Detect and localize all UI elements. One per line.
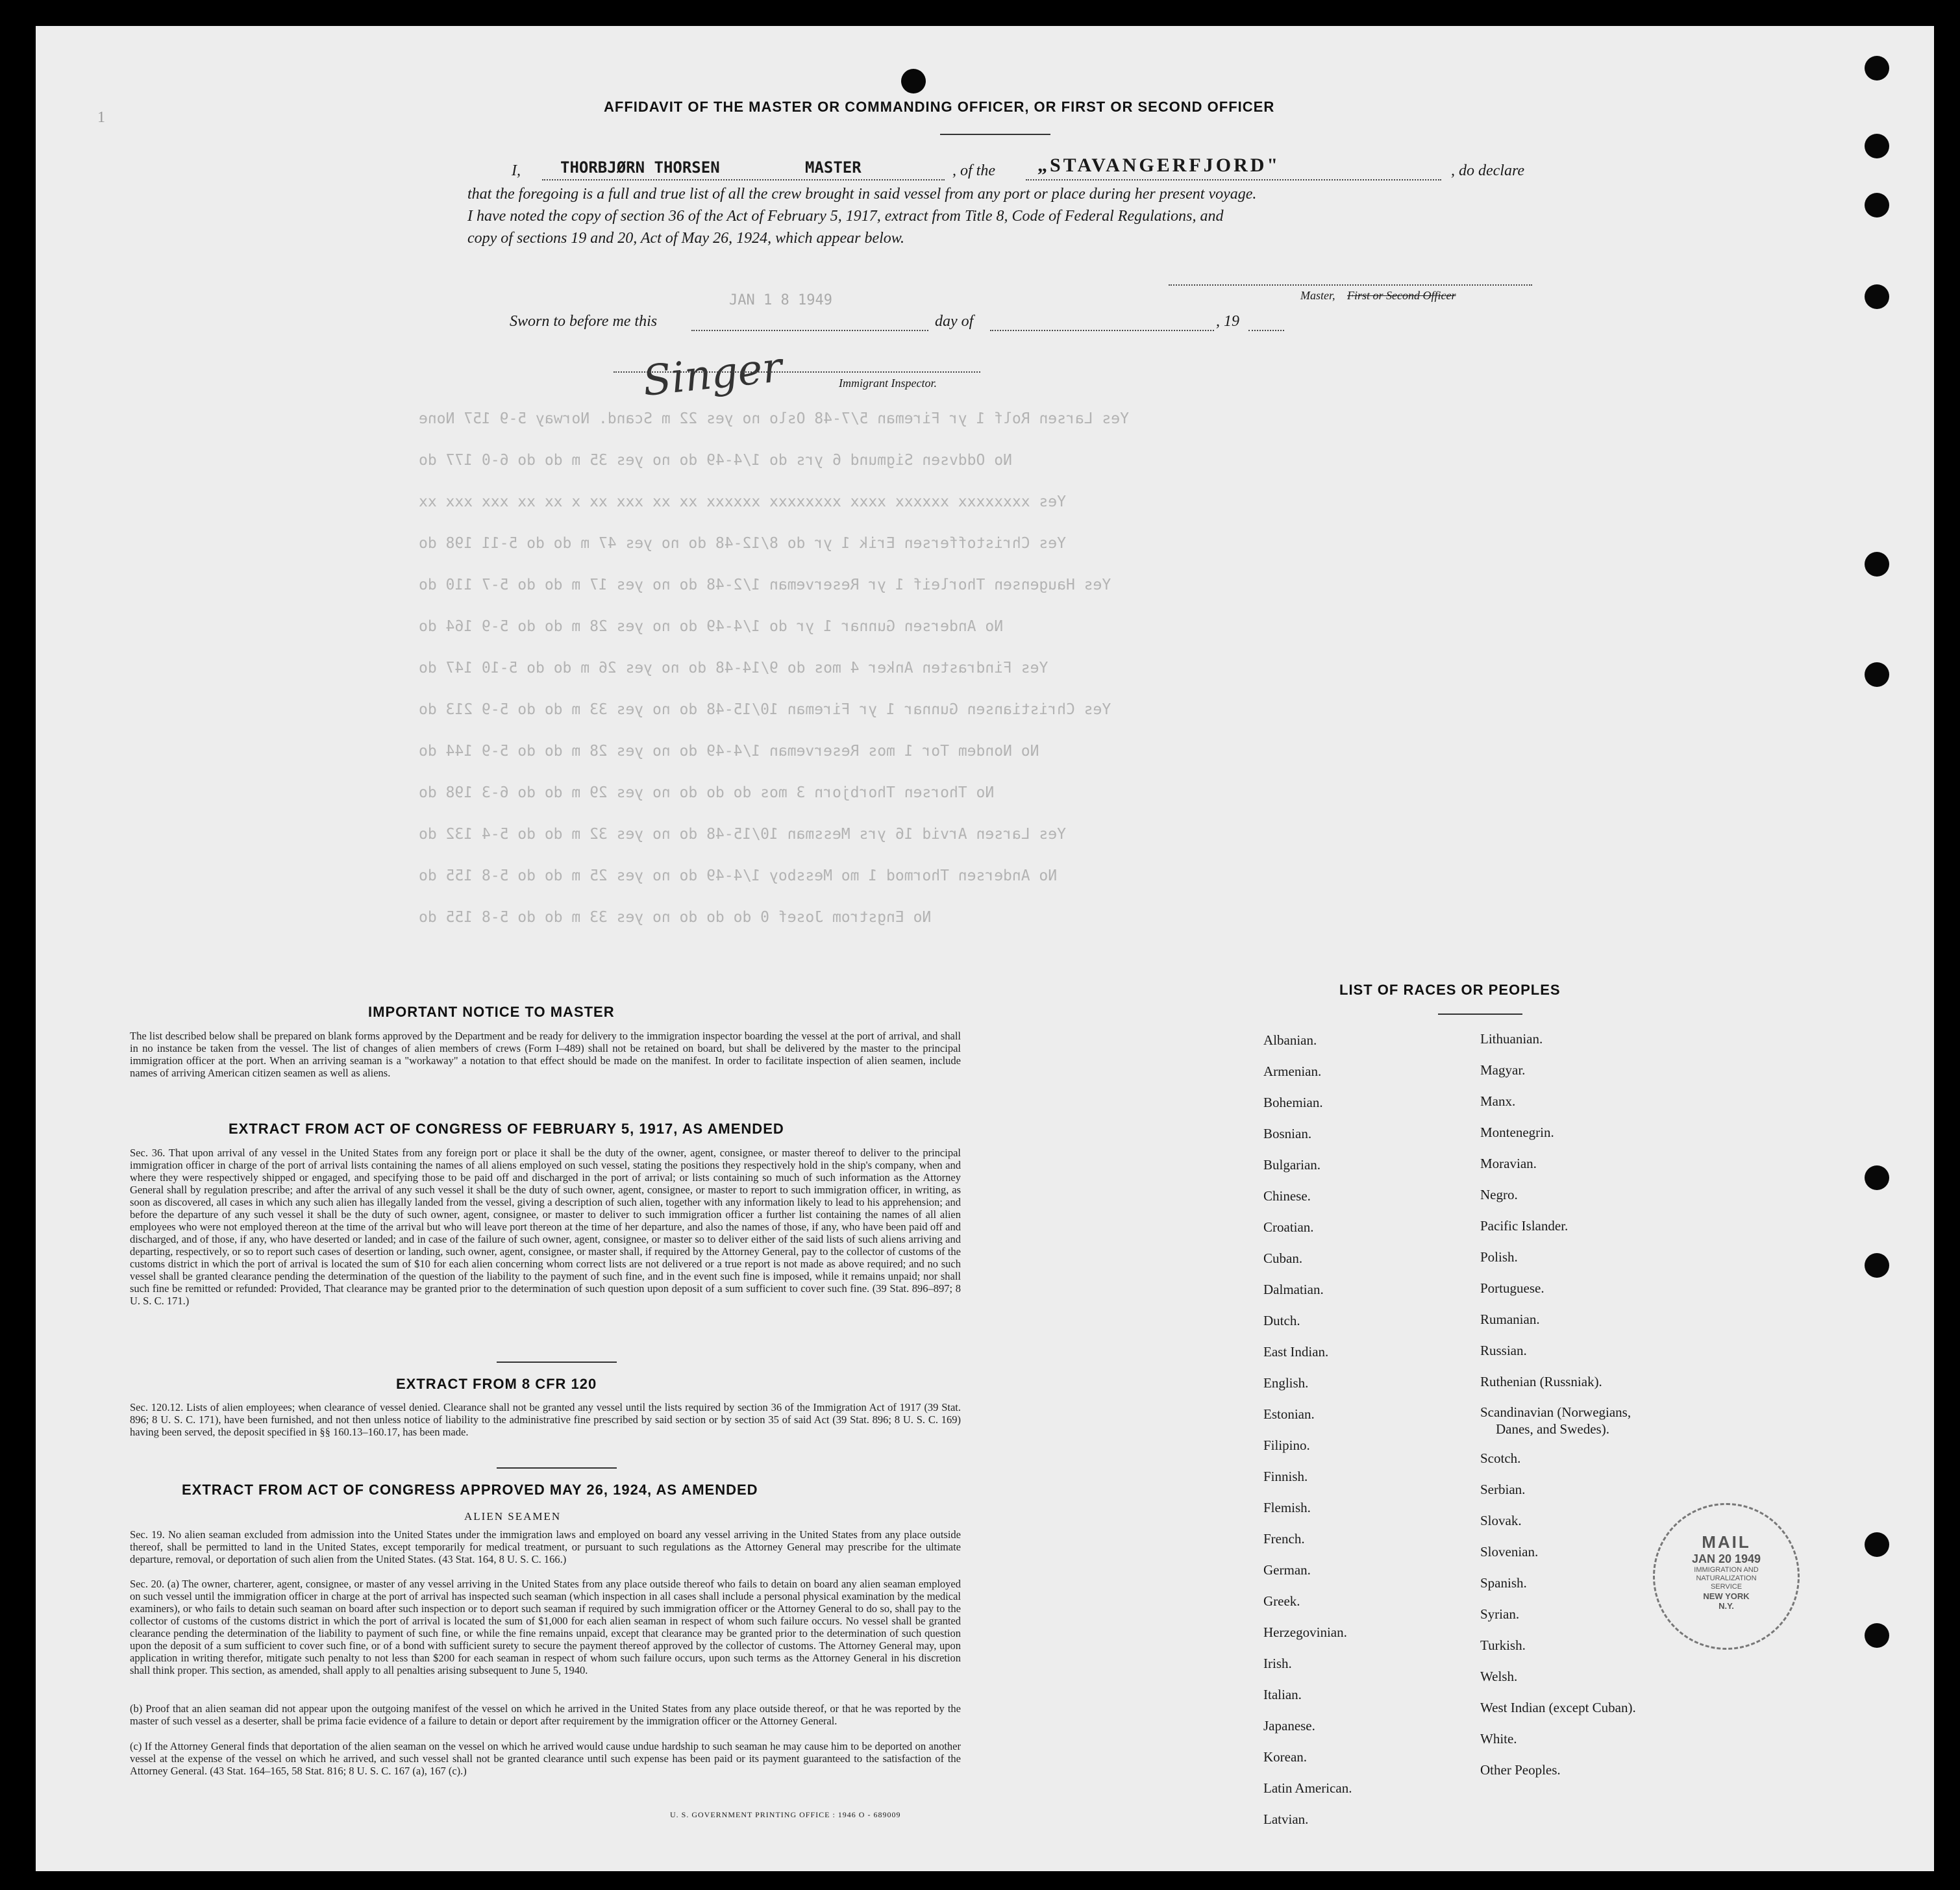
- race-item: Slovak.: [1480, 1513, 1522, 1528]
- declaration-line-4: copy of sections 19 and 20, Act of May 26, 1924, which appear below.: [467, 230, 905, 247]
- sworn-year-line: [1248, 330, 1284, 331]
- name-line: [542, 179, 945, 180]
- extract-cfr-title: EXTRACT FROM 8 CFR 120: [396, 1376, 597, 1392]
- stamp-city: NEW YORK: [1703, 1591, 1750, 1601]
- race-item: Croatian.: [1263, 1219, 1314, 1235]
- race-item: Cuban.: [1263, 1250, 1303, 1266]
- race-item: Filipino.: [1263, 1437, 1310, 1453]
- race-item: Herzegovinian.: [1263, 1624, 1347, 1640]
- race-item: Japanese.: [1263, 1718, 1315, 1734]
- master-label: Master,: [1300, 289, 1335, 302]
- declaration-line-2: that the foregoing is a full and true list of all the crew brought in said vessel from any port or place during her present voyage.: [467, 186, 1257, 203]
- sworn-month-line: [990, 330, 1214, 331]
- race-item: Dutch.: [1263, 1313, 1300, 1328]
- punch-hole: [1865, 1253, 1889, 1278]
- mail-stamp: [1653, 1503, 1800, 1650]
- race-item: Montenegrin.: [1480, 1125, 1554, 1140]
- race-item: Syrian.: [1480, 1606, 1520, 1622]
- race-item: Flemish.: [1263, 1500, 1311, 1515]
- race-item: Korean.: [1263, 1749, 1308, 1765]
- declaration-line-3: I have noted the copy of section 36 of the Act of February 5, 1917, extract from Title 8, Code of Federal Regulations, and: [467, 208, 1224, 225]
- divider-cfr: [497, 1362, 617, 1363]
- races-left-column: [1263, 1025, 1352, 1835]
- race-item: West Indian (except Cuban).: [1480, 1700, 1636, 1715]
- stamp-date: JAN 20 1949: [1691, 1552, 1761, 1565]
- punch-hole: [1865, 1165, 1889, 1190]
- punch-hole-top-center: [901, 69, 926, 93]
- bleed-row: No Thorsen Thorbjorn 3 mos do do do no yes 29 m do do 6-3 198 do: [419, 784, 995, 801]
- sec-19-body: Sec. 19. No alien seaman excluded from admission into the United States under the immigration laws and employed on board any vessel arriving in the United States from any place outside thereof, shall be permitted to land in the United States, except temporarily for medical treatment, or pursuant to such regulations as the Attorney General may prescribe for the ultimate departure, removal, or deportation of such alien from the United States. (43 Stat. 164, 8 U. S. C. 166.): [130, 1528, 961, 1565]
- vessel-name: „STAVANGERFJORD": [1037, 155, 1281, 176]
- extract-cfr-body: Sec. 120.12. Lists of alien employees; when clearance of vessel denied. Clearance shall not be granted any vessel until the lists required by section 36 of the Immigration Act of 1917 (39 Stat. 896; 8 U. S. C. 171), have been furnished, and not then unless notice of liability to the administrative fine prescribed by said section or by section 35 of said Act (39 Stat. 896; 8 U. S. C. 169) having been served, the deposit specified in §§ 160.13–160.17, has been made.: [130, 1401, 961, 1438]
- races-right-column: [1480, 1023, 1636, 1785]
- printer-footer: U. S. GOVERNMENT PRINTING OFFICE : 1946 O - 689009: [670, 1810, 901, 1819]
- race-item: Danes, and Swedes).: [1496, 1421, 1609, 1437]
- sec-20c-body: (c) If the Attorney General finds that deportation of the alien seaman on the vessel on which he arrived would cause undue hardship to such seaman he may cause him to be deported on another vessel at the expense of the vessel on which he arrived, and such vessel shall not be granted clearance until such expense has been paid or its payment guaranteed to the satisfaction of the Attorney General. (43 Stat. 164–165, 58 Stat. 816; 8 U. S. C. 167 (a), 167 (c).): [130, 1740, 961, 1777]
- bleed-row: Yes Larsen Arvid 16 yrs Messman 10/15-48 do no yes 32 m do do 5-4 132 do: [419, 826, 1066, 843]
- corner-mark: 1: [97, 109, 105, 126]
- bleed-row: Yes Christiansen Gunnar 1 yr Fireman 10/15-48 do no yes 33 m do do 5-9 213 do: [419, 701, 1111, 718]
- race-item: Negro.: [1480, 1187, 1518, 1202]
- race-item: Scandinavian (Norwegians,: [1480, 1404, 1631, 1420]
- race-item: French.: [1263, 1531, 1305, 1547]
- officer-struck: First or Second Officer: [1347, 289, 1456, 302]
- inspector-line: [614, 371, 980, 373]
- race-item: Dalmatian.: [1263, 1282, 1324, 1297]
- bleed-row: No Oddvsen Sigmund 6 yrs do 1/4-49 do no yes 35 m do do 6-0 177 do: [419, 452, 1012, 469]
- race-item: Polish.: [1480, 1249, 1518, 1265]
- race-item: Bohemian.: [1263, 1095, 1323, 1110]
- inspector-signature: Singer: [640, 343, 785, 406]
- race-item: Greek.: [1263, 1593, 1300, 1609]
- punch-hole: [1865, 284, 1889, 309]
- race-item: Slovenian.: [1480, 1544, 1539, 1560]
- bleed-row: No Andersen Thormod 1 mo Messboy 1/4-49 do no yes 25 m do do 5-8 155 do: [419, 867, 1058, 884]
- vessel-line: [1026, 179, 1441, 180]
- races-title: LIST OF RACES OR PEOPLES: [1339, 982, 1561, 998]
- master-signature-line: [1169, 284, 1532, 286]
- extract-1917-title: EXTRACT FROM ACT OF CONGRESS OF FEBRUARY 5, 1917, AS AMENDED: [229, 1121, 784, 1137]
- of-the-label: , of the: [952, 162, 995, 179]
- stamp-mail: MAIL: [1702, 1532, 1751, 1552]
- race-item: Serbian.: [1480, 1482, 1526, 1497]
- do-declare-label: , do declare: [1451, 162, 1525, 179]
- race-item: German.: [1263, 1562, 1311, 1578]
- day-of-label: day of: [935, 313, 974, 330]
- sworn-label: Sworn to before me this: [510, 313, 658, 330]
- declaration-i: I,: [512, 162, 521, 179]
- race-item: Irish.: [1263, 1656, 1292, 1671]
- race-item: Magyar.: [1480, 1062, 1526, 1078]
- title-divider: [940, 134, 1050, 135]
- race-item: Welsh.: [1480, 1669, 1518, 1684]
- punch-hole: [1865, 662, 1889, 687]
- date-stamp: JAN 1 8 1949: [729, 292, 832, 308]
- stamp-state: N.Y.: [1718, 1601, 1734, 1611]
- inspector-label: Immigrant Inspector.: [839, 377, 937, 390]
- race-item: Estonian.: [1263, 1406, 1315, 1422]
- race-item: Moravian.: [1480, 1156, 1537, 1171]
- race-item: Rumanian.: [1480, 1312, 1540, 1327]
- race-item: Portuguese.: [1480, 1280, 1544, 1296]
- extract-1924-title: EXTRACT FROM ACT OF CONGRESS APPROVED MAY 26, 1924, AS AMENDED: [182, 1482, 758, 1498]
- bleed-row: No Andersen Gunnar 1 yr do 1/4-49 do no yes 28 m do do 5-9 164 do: [419, 618, 1004, 635]
- stamp-agency: IMMIGRATION AND NATURALIZATION SERVICE: [1694, 1566, 1759, 1591]
- bleed-row: Yes Findrasten Anker 4 mos do 9/14-48 do no yes 26 m do do 5-10 147 do: [419, 660, 1048, 677]
- race-item: Finnish.: [1263, 1469, 1308, 1484]
- race-item: Latin American.: [1263, 1780, 1352, 1796]
- master-name: THORBJØRN THORSEN: [560, 158, 720, 177]
- race-item: Bosnian.: [1263, 1126, 1312, 1141]
- master-rank: MASTER: [805, 158, 862, 177]
- affidavit-title: AFFIDAVIT OF THE MASTER OR COMMANDING OFFICER, OR FIRST OR SECOND OFFICER: [604, 99, 1275, 115]
- bleed-row: Yes Larsen Rolf 1 yr Fireman 5/7-48 Oslo no yes 22 m Scand. Norway 5-9 157 None: [419, 410, 1129, 427]
- race-item: Manx.: [1480, 1093, 1516, 1109]
- extract-1917-body: Sec. 36. That upon arrival of any vessel in the United States from any foreign port or place it shall be the duty of the owner, agent, consignee, or master thereof to deliver to the principal immigration officer in charge of the port of arrival lists containing the names of all aliens employed on such vessel, stating the positions they respectively hold in the ship's company, when and where they were respectively shipped or engaged, and specifying those to be paid off and discharged in the port of arrival; or lists containing so much of such information as the Attorney General shall by regulation prescribe; and after the arrival of any such vessel it shall be the duty of such owner, agent, consignee, or master to report to such immigration officer, in writing, as soon as discovered, all cases in which any such alien has illegally landed from the vessel, giving a description of such alien, together with any information likely to lead to his apprehension; and before the departure of any such vessel it shall be the duty of such owner, agent, consignee, or master to deliver to such immigration officer a further list containing the names of all alien employees who were not employed thereon at the time of the arrival but who will leave port thereon at the time of her departure, and also the names of those, if any, who have been paid off and discharged, and of those, if any, who have deserted or landed; and in case of the failure of such owner, agent, consignee, or master so to deliver either of the said lists of such aliens arriving and departing, respectively, or so to report such cases of desertion or landing, such owner, agent, consignee, or master shall, if required by the Attorney General, pay to the collector of customs of the customs district in which the port of arrival is located the sum of $10 for each alien concerning whom correct lists are not delivered or a true report is not made as above required; and no such vessel shall be granted clearance pending the determination of the question of the liability to the payment of such fine, and in the event such fine is imposed, while it remains unpaid; nor shall such fine be remitted or refunded: Provided, That clearance may be granted prior to the determination of such question upon deposit of a sum sufficient to cover such fine. (39 Stat. 896–897; 8 U. S. C. 171.): [130, 1147, 961, 1307]
- bleed-row: Yes xxxxxxxx xxxxxx xxxx xxxxxxxx xxxxxx xx xx xxx xx x xx xx xxx xxx xx: [419, 493, 1066, 510]
- race-item: Scotch.: [1480, 1450, 1521, 1466]
- race-item: White.: [1480, 1731, 1517, 1747]
- race-item: Lithuanian.: [1480, 1031, 1543, 1047]
- race-item: Bulgarian.: [1263, 1157, 1321, 1173]
- races-divider: [1438, 1013, 1522, 1015]
- notice-body: The list described below shall be prepared on blank forms approved by the Department and be ready for delivery to the immigration inspector boarding the vessel at the port of arrival, and shall in no instance be taken from the vessel. The list of changes of alien members of crews (Form I–489) shall not be retained on board, but shall be delivered by the master to the principal immigration officer at the port. When an arriving seaman is a "workaway" a notation to that effect should be made on the manifest. In order to facilitate inspection of alien seamen, include names of arriving American citizen seamen as well as aliens.: [130, 1030, 961, 1079]
- race-item: Ruthenian (Russniak).: [1480, 1374, 1602, 1389]
- document-sheet: [36, 26, 1934, 1871]
- race-item: Spanish.: [1480, 1575, 1527, 1591]
- race-item: Albanian.: [1263, 1032, 1317, 1048]
- punch-hole: [1865, 552, 1889, 577]
- race-item: Other Peoples.: [1480, 1762, 1561, 1778]
- punch-hole: [1865, 1623, 1889, 1648]
- sec-20b-body: (b) Proof that an alien seaman did not appear upon the outgoing manifest of the vessel on which he arrived in the United States from any place outside thereof, or that he was reported by the master of such vessel as a deserter, shall be prima facie evidence of a failure to detain or deport after requirement by the immigration officer or the Attorney General.: [130, 1702, 961, 1727]
- bleed-row: No Engstrom Josef 0 do do do no yes 33 m do do 5-8 155 do: [419, 909, 932, 926]
- bleed-row: Yes Haugensen Thorleif 1 yr Reserveman 1/2-48 do no yes 17 m do do 5-7 110 do: [419, 577, 1111, 593]
- bleed-row: Yes Christoffersen Erik 1 yr do 8/12-48 do no yes 47 m do do 5-11 198 do: [419, 535, 1066, 552]
- race-item: Italian.: [1263, 1687, 1302, 1702]
- race-item: Pacific Islander.: [1480, 1218, 1569, 1234]
- race-item: Russian.: [1480, 1343, 1527, 1358]
- race-item: Latvian.: [1263, 1811, 1309, 1827]
- sworn-day-line: [691, 330, 928, 331]
- punch-hole: [1865, 1532, 1889, 1557]
- race-item: Turkish.: [1480, 1637, 1526, 1653]
- notice-title: IMPORTANT NOTICE TO MASTER: [368, 1004, 615, 1020]
- punch-hole: [1865, 193, 1889, 218]
- bleed-row: No Nondem Tor 1 mos Reserveman 1/4-49 do no yes 28 m do do 5-9 144 do: [419, 743, 1039, 760]
- divider-1924: [497, 1467, 617, 1469]
- race-item: English.: [1263, 1375, 1309, 1391]
- sec-20a-body: Sec. 20. (a) The owner, charterer, agent, consignee, or master of any vessel arriving in the United States from any place outside thereof who fails to detain on board any alien seaman employed on such vessel until the immigration officer in charge at the port of arrival has inspected such seaman (which inspection in all cases shall include a personal physical examination by the medical examiners), or who fails to detain such seaman on board after such inspection or to deport such seaman if required by such immigration officer or the Attorney General to do so, shall pay to the collector of customs of the customs district in which the port of arrival is located the sum of $1,000 for each alien seaman in respect of whom such failure occurs. No vessel shall be granted clearance pending the determination of the liability to payment of such fine, or while the fine remains unpaid, except that clearance may be granted prior to the determination of such question upon the deposit of a sum sufficient to cover such fine, or of a bond with sufficient surety to secure the payment thereof approved by the collector of customs. The Attorney General may, upon application in writing therefor, mitigate such penalty to not less than $200 for each seaman in respect of whom such failure occurs, upon such terms as the Attorney General in his discretion shall think proper. This section, as amended, shall apply to all penalties arising subsequent to June 5, 1940.: [130, 1578, 961, 1676]
- race-item: Armenian.: [1263, 1063, 1322, 1079]
- year-prefix: , 19: [1216, 313, 1239, 330]
- alien-seamen-subtitle: ALIEN SEAMEN: [464, 1510, 562, 1523]
- race-item: East Indian.: [1263, 1344, 1329, 1360]
- punch-hole: [1865, 56, 1889, 81]
- punch-hole: [1865, 134, 1889, 158]
- race-item: Chinese.: [1263, 1188, 1311, 1204]
